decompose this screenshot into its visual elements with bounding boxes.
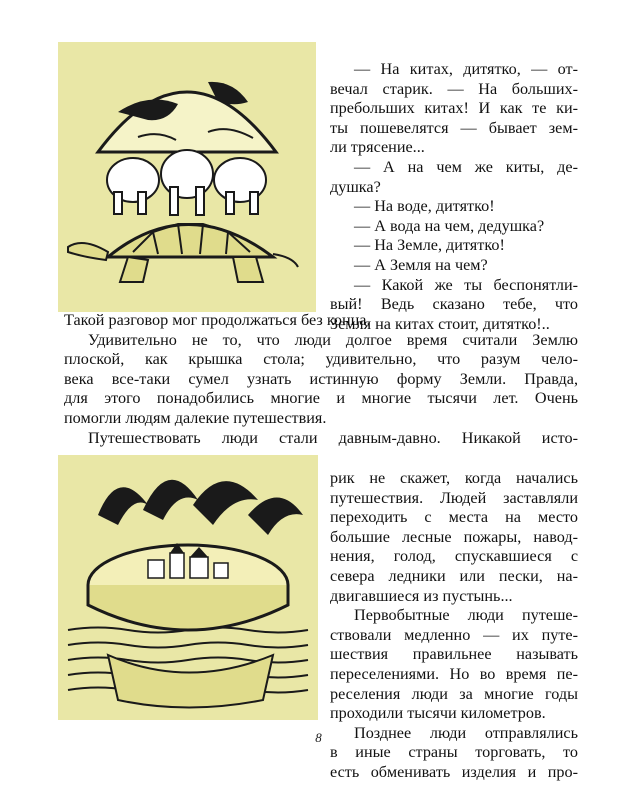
illustration-flat-earth	[58, 455, 318, 720]
text-line: в иные страны торговать, то	[330, 743, 578, 762]
text-line: Позднее люди отправлялись	[354, 723, 578, 742]
text-line: — А Земля на чем?	[354, 255, 488, 274]
text-line: переселениями. Но во время пе-	[330, 664, 578, 683]
text-line: вечал старик. — На больших-	[330, 79, 578, 98]
text-column-top	[330, 60, 578, 334]
illustration-elephants-turtle	[58, 42, 316, 312]
text-line: проходили тысячи километров.	[330, 704, 546, 723]
text-line: есть обменивать изделия и про-	[330, 762, 578, 781]
text-line: Удивительно не то, что люди долгое время считали Землю	[88, 330, 578, 349]
text-line: — На китах, дитятко, — от-	[354, 60, 578, 78]
text-line: — Какой же ты беспонятли-	[354, 275, 578, 294]
elephants-turtle-drawing	[58, 42, 316, 312]
text-line: — На Земле, дитятко!	[354, 236, 505, 255]
text-line: — А на чем же киты, де-	[354, 157, 578, 176]
text-line: двигавшиеся из пустынь...	[330, 586, 513, 605]
text-line: реселения люди за многие годы	[330, 684, 578, 703]
text-line: путешествия. Людей заставляли	[330, 488, 578, 507]
page-number: 8	[315, 730, 322, 745]
text-line: пребольших китах! И как те ки-	[330, 99, 578, 118]
text-line: для этого понадобились многие и многие тысячи лет. Очень	[64, 389, 578, 408]
text-line: рик не скажет, когда начались	[330, 469, 578, 487]
text-line: Первобытные люди путеше-	[354, 606, 578, 625]
text-line: ты пошевелятся — бывает зем-	[330, 118, 578, 137]
flat-earth-drawing	[58, 455, 318, 720]
text-line: шествия правильнее называть	[330, 645, 578, 664]
text-line: плоской, как крышка стола; удивительно, что разум чело-	[64, 350, 578, 369]
text-line: Земля на китах стоит, дитятко!..	[330, 314, 550, 333]
text-line: — А вода на чем, дедушка?	[354, 216, 545, 235]
text-line: ствовали медленно — их путе-	[330, 625, 578, 644]
text-line: помогли людям далекие путешествия.	[64, 408, 327, 427]
text-line: ли трясение...	[330, 138, 425, 157]
text-line: большие лесные пожары, навод-	[330, 527, 578, 546]
text-line: вый! Ведь сказано тебе, что	[330, 295, 578, 314]
text-line: Такой разговор мог продолжаться без конца.	[64, 311, 371, 329]
text-line: века все-таки сумел узнать истинную форму Земли. Правда,	[64, 369, 578, 388]
text-line: переходить с места на место	[330, 508, 578, 527]
text-block-full-width	[64, 311, 578, 448]
text-line: душка?	[330, 177, 381, 196]
text-line: севера ледники или пески, на-	[330, 566, 578, 585]
text-line: — На воде, дитятко!	[354, 197, 495, 216]
text-line: Путешествовать люди стали давным-давно. Никакой исто-	[88, 428, 578, 447]
text-line: нения, голод, спускавшиеся с	[330, 547, 578, 566]
